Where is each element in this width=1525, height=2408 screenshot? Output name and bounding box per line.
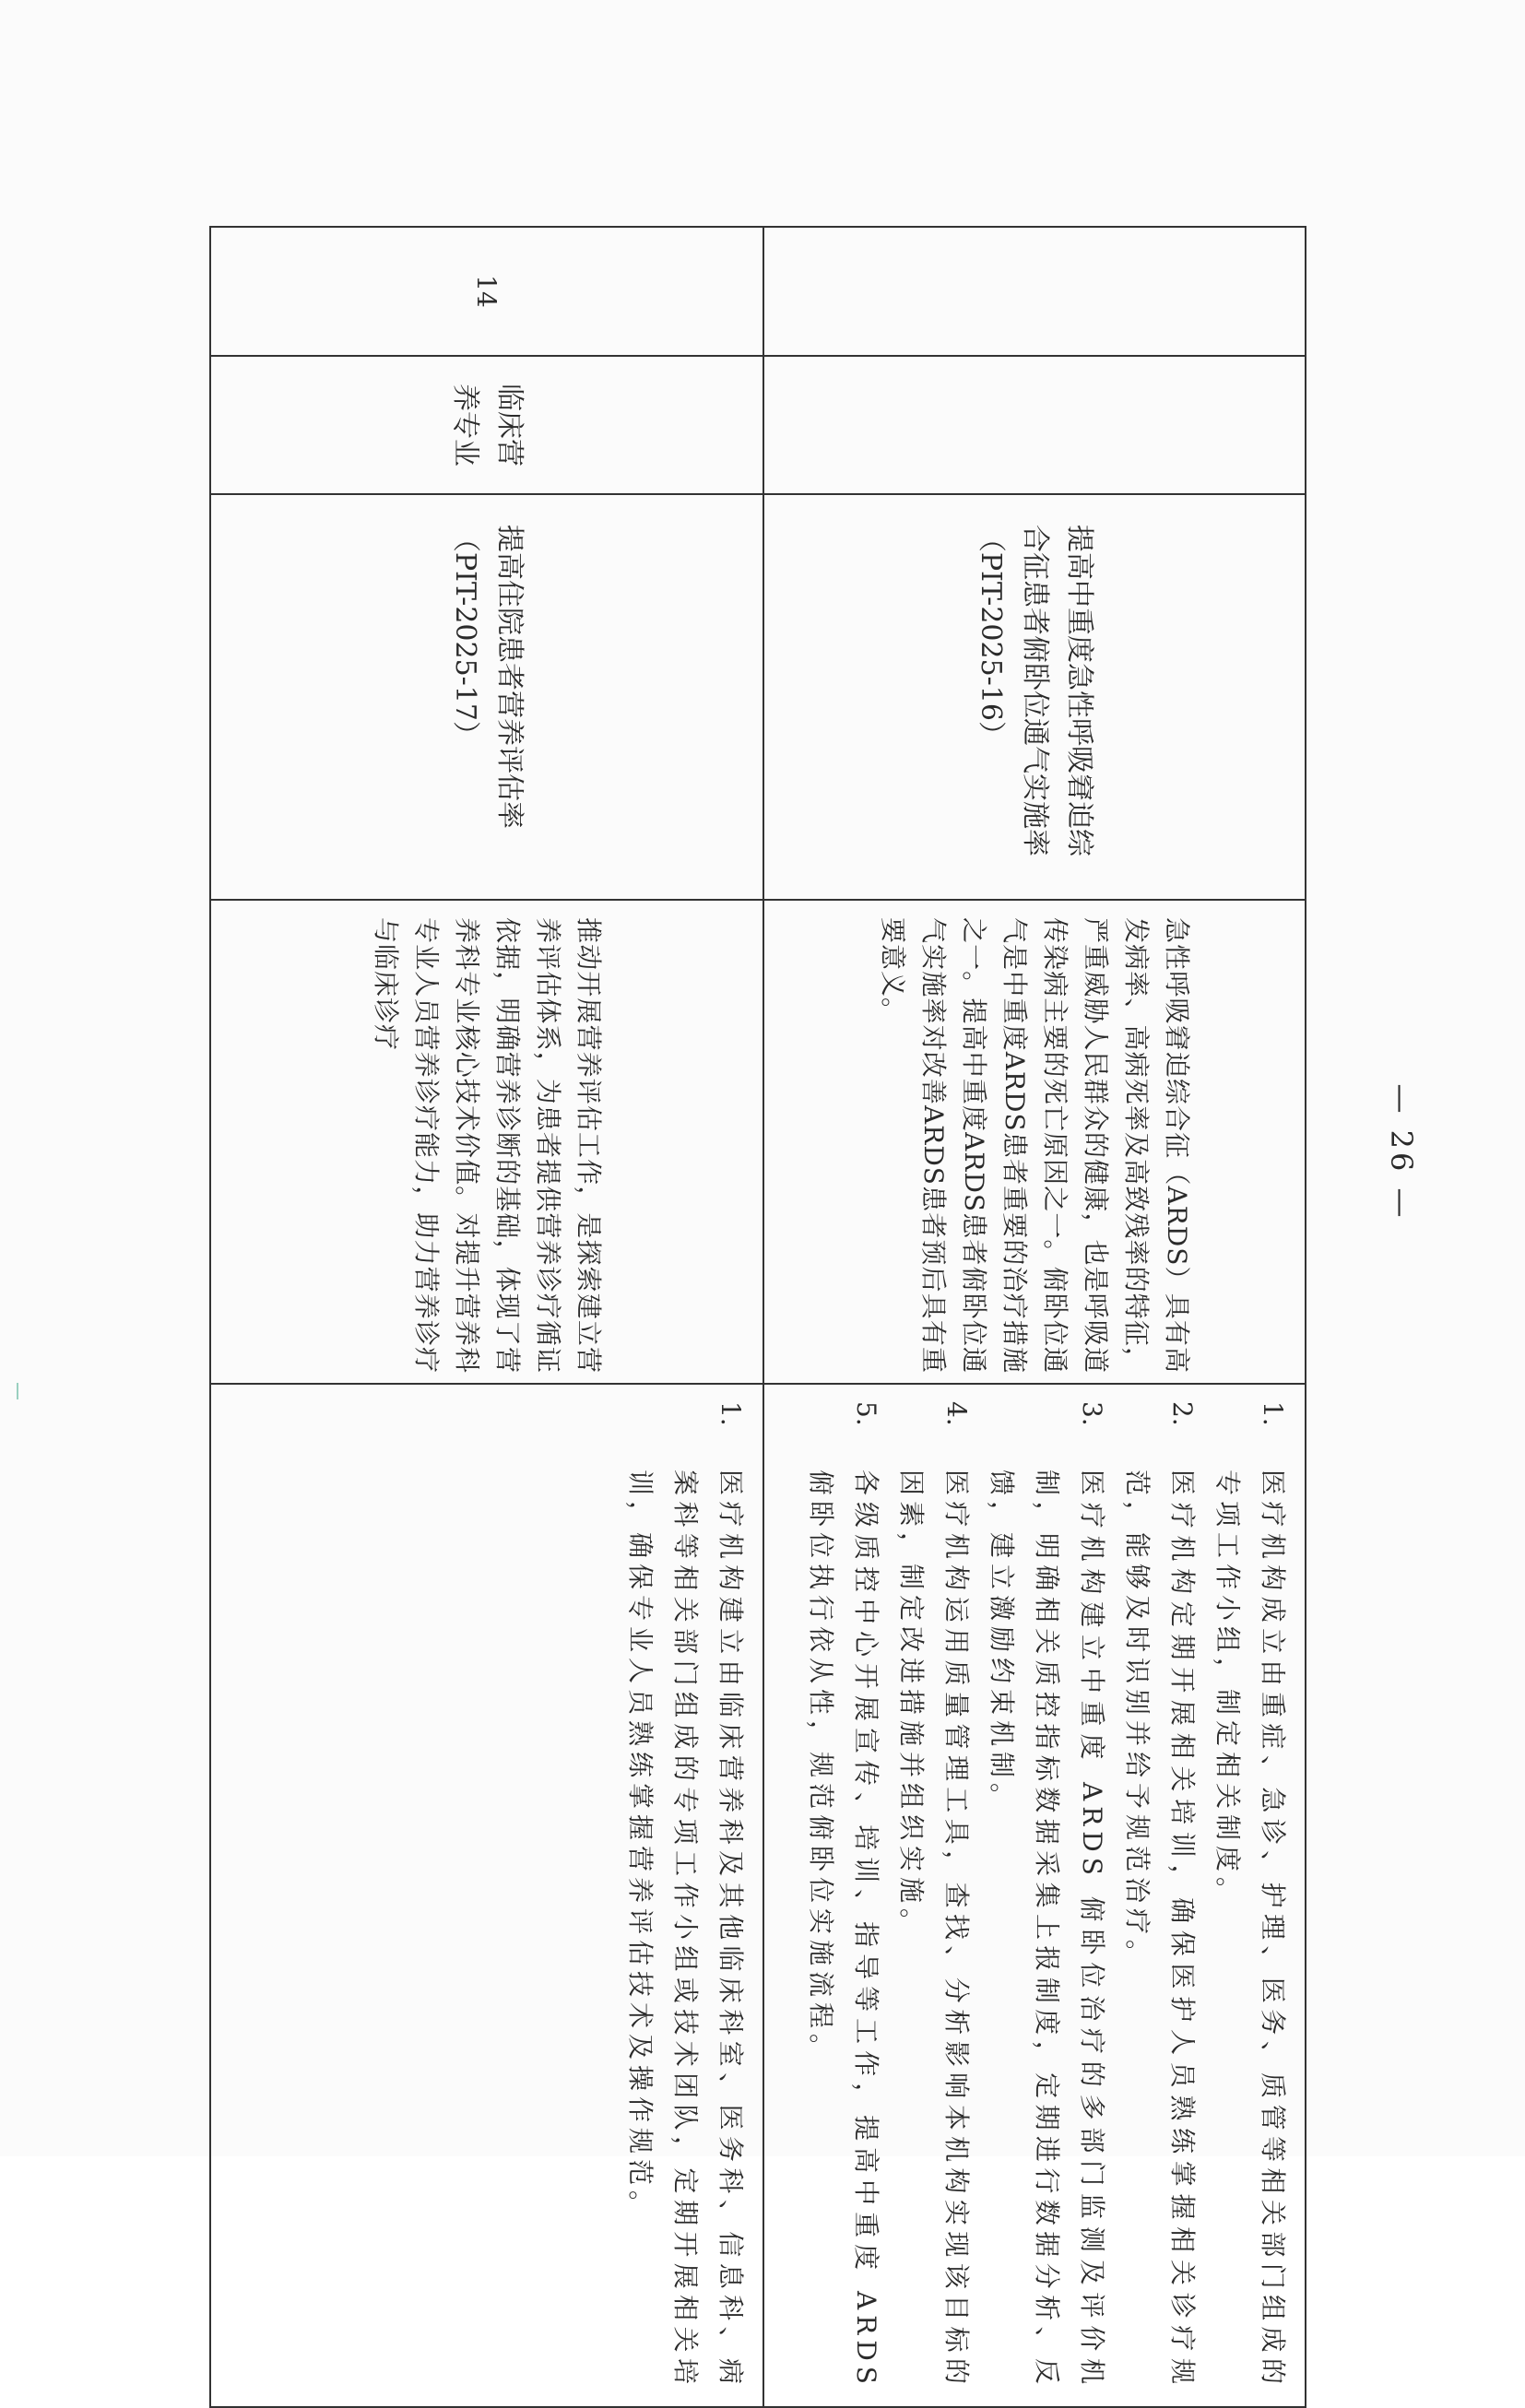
table-row (763, 227, 1306, 2407)
measures-cell (763, 1384, 1306, 2407)
measure-text: 医疗机构建立由临床营养科及其他临床科室、医务科、信息科、病案科等相关部门组成的专项工作小组或技术团队，定期开展相关培训，确保专业人员熟练掌握营养评估技术及操作规范。 (625, 1470, 746, 2390)
measure-item (618, 1401, 753, 2390)
significance-cell: 推动开展营养评估工作，是探索建立营养评估体系，为患者提供营养诊疗循证依据，明确营养诊断的基础，体现了营养科专业核心技术价值。对提升营养科专业人员营养诊疗能力，助力营养诊疗与临床诊疗 (210, 900, 763, 1384)
measure-number: 2. (1167, 1401, 1198, 1426)
indicator-name-cell (763, 494, 1306, 900)
indicator-name: 提高中重度急性呼吸窘迫综合征患者俯卧位通气实施率 (1019, 525, 1095, 856)
measure-number: 3. (1077, 1401, 1107, 1426)
measure-item (889, 1401, 979, 2390)
profession-cell: 临床营养专业 (210, 356, 763, 494)
significance-cell: 急性呼吸窘迫综合征（ARDS）具有高发病率、高病死率及高致残率的特征，严重威胁人民群众的健康，也是呼吸道传染病主要的死亡原因之一。俯卧位通气是中重度ARDS患者重要的治疗措施之一。提高中重度ARDS患者俯卧位通气实施率对改善ARDS患者预后具有重要意义。 (763, 900, 1306, 1384)
measure-number: 5. (851, 1401, 881, 1426)
measure-item (1205, 1401, 1295, 2390)
measure-number: 1. (1258, 1401, 1288, 1426)
rotated-table-container (211, 226, 1306, 2406)
measure-text: 医疗机构建立中重度 ARDS 俯卧位治疗的多部门监测及评价机制，明确相关质控指标数据采集上报制度，定期进行数据分析、反馈，建立激励约束机制。 (987, 1470, 1107, 2390)
page-number-container (1374, 1060, 1429, 1245)
measure-text: 医疗机构成立由重症、急诊、护理、医务、质管等相关部门组成的专项工作小组，制定相关制度。 (1212, 1470, 1288, 2390)
measure-item (979, 1401, 1115, 2390)
page-number: — 26 — (1384, 1083, 1419, 1222)
measure-item (1115, 1401, 1205, 2390)
indicator-code: （PIT-2025-16） (975, 525, 1007, 749)
measure-number: 4. (941, 1401, 972, 1426)
measures-cell (210, 1384, 763, 2407)
profession-cell (763, 356, 1306, 494)
measure-text: 医疗机构定期开展相关培训，确保医护人员熟练掌握相关诊疗规范，能够及时识别并给予规范治疗。 (1122, 1470, 1198, 2390)
indicator-code: （PIT-2025-17） (449, 525, 481, 749)
indicator-table (209, 226, 1306, 2408)
measure-item (798, 1401, 889, 2390)
measure-text: 医疗机构运用质量管理工具，查找、分析影响本机构实现该目标的因素，制定改进措施并组织实施。 (896, 1470, 972, 2390)
indicator-name-cell (210, 494, 763, 900)
scan-artifact (17, 1383, 18, 1399)
measure-text: 各级质控中心开展宣传、培训、指导等工作，提高中重度 ARDS 俯卧位执行依从性，规范俯卧位实施流程。 (806, 1470, 881, 2390)
indicator-name: 提高住院患者营养评估率 (493, 525, 526, 829)
measure-number: 1. (715, 1401, 746, 1426)
row-number: 14 (210, 227, 763, 356)
table-row (210, 227, 763, 2407)
row-number (763, 227, 1306, 356)
